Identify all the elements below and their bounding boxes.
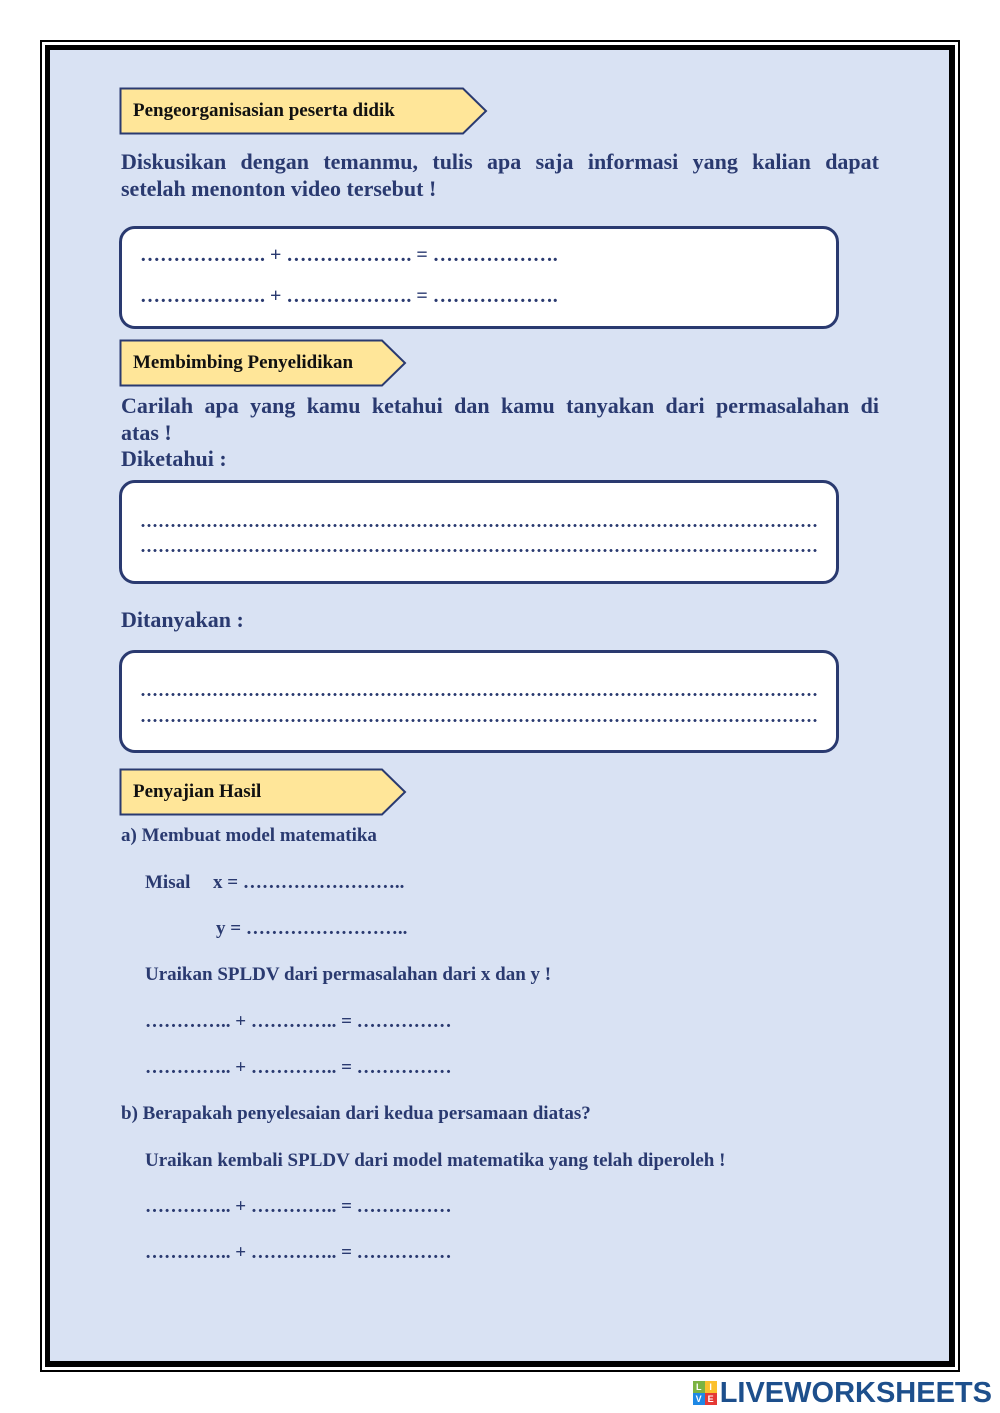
instruction-line-1: Diskusikan dengan temanmu, tulis apa saja informasi yang kalian dapat [121, 149, 879, 174]
section-tag-penyelidikan [119, 339, 409, 387]
logo-letter: E [705, 1393, 717, 1405]
section-tag-label: Membimbing Penyelidikan [133, 352, 354, 373]
equation-line[interactable]: ………….. + ………….. = …………… [145, 1242, 452, 1263]
equation-line[interactable]: ………….. + ………….. = …………… [145, 1057, 452, 1078]
spldv-instruction: Uraikan kembali SPLDV dari model matematika yang telah diperoleh ! [145, 1150, 726, 1171]
logo-letter: L [693, 1381, 705, 1393]
section-tag-penyajian [119, 768, 409, 816]
answer-box-known[interactable] [119, 480, 839, 584]
equation-line[interactable]: ………….. + ………….. = …………… [145, 1196, 452, 1217]
asked-label: Ditanyakan : [121, 607, 244, 632]
y-definition[interactable]: y = …………………….. [216, 918, 408, 939]
dotted-answer-line [140, 549, 818, 552]
liveworksheets-logo-icon [693, 1381, 717, 1405]
dotted-answer-line [140, 719, 818, 722]
equation-line: ………………. + ………………. = ………………. [140, 285, 558, 307]
instruction-line-2: atas ! [121, 420, 172, 445]
dotted-answer-line [140, 693, 818, 696]
equation-line[interactable]: ………….. + ………….. = …………… [145, 1011, 452, 1032]
instruction-line-1: Carilah apa yang kamu ketahui dan kamu tanyakan dari permasalahan di [121, 393, 879, 418]
dotted-answer-line [140, 524, 818, 527]
answer-box-information[interactable] [119, 226, 839, 329]
logo-letter: V [693, 1393, 705, 1405]
answer-box-asked[interactable] [119, 650, 839, 753]
section-tag-label: Pengeorganisasian peserta didik [133, 100, 395, 121]
spldv-instruction: Uraikan SPLDV dari permasalahan dari x dan y ! [145, 964, 552, 985]
equation-line: ………………. + ………………. = ………………. [140, 244, 558, 266]
liveworksheets-brand [693, 1377, 992, 1409]
section-tag-organisasi [119, 87, 489, 135]
part-b-heading: b) Berapakah penyelesaian dari kedua persamaan diatas? [121, 1103, 591, 1124]
misal-label: Misal [145, 872, 191, 893]
known-label: Diketahui : [121, 446, 227, 471]
part-a-heading: a) Membuat model matematika [121, 825, 377, 846]
section-tag-label: Penyajian Hasil [133, 781, 262, 802]
brand-name: LIVEWORKSHEETS [719, 1376, 992, 1409]
instruction-line-2: setelah menonton video tersebut ! [121, 176, 437, 201]
logo-letter: I [705, 1381, 717, 1393]
x-definition[interactable]: x = …………………….. [213, 872, 405, 893]
